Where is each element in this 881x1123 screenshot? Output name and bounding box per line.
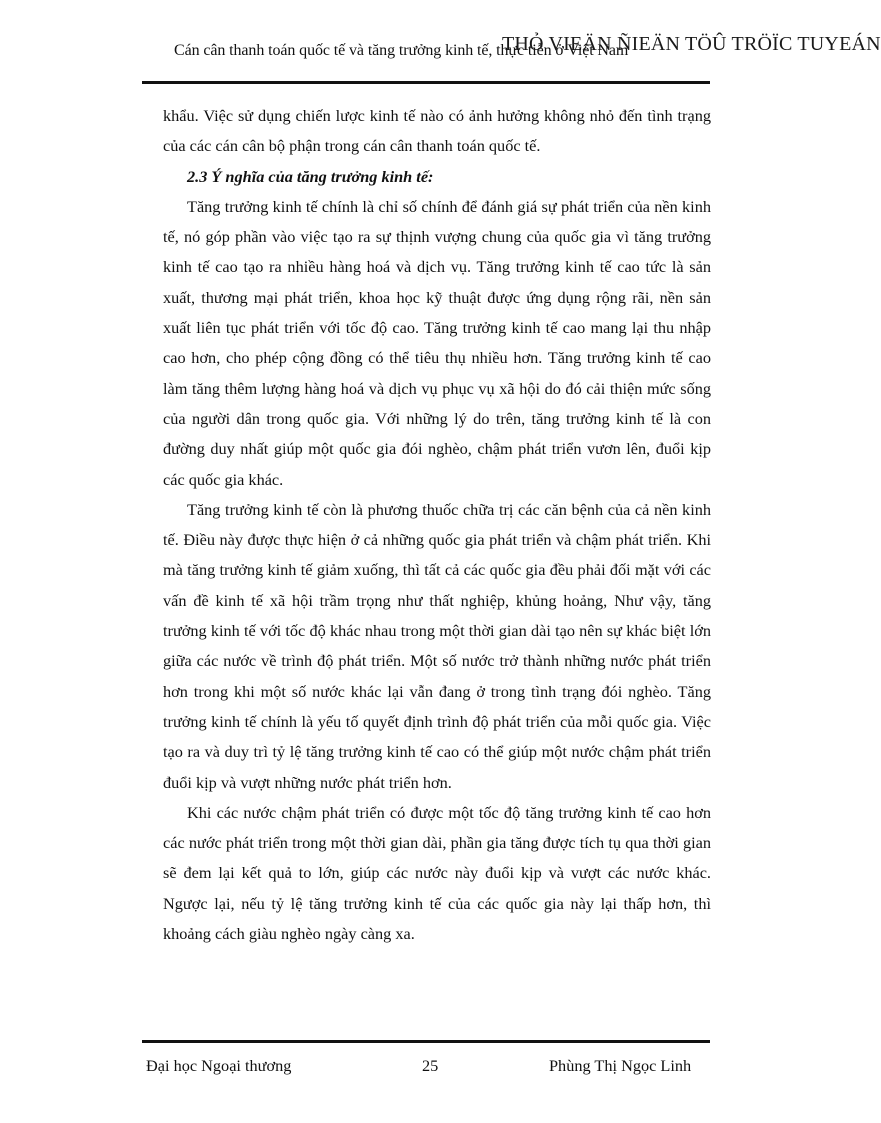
footer-university: Đại học Ngoại thương [146,1056,292,1075]
paragraph-3: Khi các nước chậm phát triển có được một tốc độ tăng trưởng kinh tế cao hơn các nước phát triển trong một thời gian dài, phần gia tăng được tích tụ qua thời gian sẽ đem lại kết quả to lớn, giúp các nước này đuổi kịp và vượt các nước khác. Ngược lại, nếu tỷ lệ tăng trưởng kinh tế của các quốc gia này lại thấp hơn, thì khoảng cách giàu nghèo ngày càng xa. [163,802,711,944]
watermark-text: THỎ VIEÄN ÑIEÄN TÖÛ TRÖÏC TUYEÁN [502,33,881,55]
paragraph-intro: khẩu. Việc sử dụng chiến lược kinh tế nào có ảnh hưởng không nhỏ đến tình trạng của các cán cân bộ phận trong cán cân thanh toán quốc tế. [163,106,711,156]
header-divider [142,81,710,84]
document-body [163,101,711,949]
footer-author: Phùng Thị Ngọc Linh [549,1056,692,1075]
paragraph-1: Tăng trưởng kinh tế chính là chỉ số chính để đánh giá sự phát triển của nền kinh tế, nó góp phần vào việc tạo ra sự thịnh vượng chung của quốc gia vì tăng trưởng kinh tế cao tạo ra nhiều hàng hoá và dịch vụ. Tăng trưởng kinh tế cao tức là sản xuất, thương mại phát triển, khoa học kỹ thuật được ứng dụng rộng rãi, nền sản xuất liên tục phát triển với tốc độ cao. Tăng trưởng kinh tế cao mang lại thu nhập cao hơn, cho phép cộng đồng có thể tiêu thụ nhiều hơn. Tăng trưởng kinh tế cao làm tăng thêm lượng hàng hoá và dịch vụ phục vụ xã hội do đó cải thiện mức sống của người dân trong quốc gia. Với những lý do trên, tăng trưởng kinh tế là con đường duy nhất giúp một quốc gia đói nghèo, chậm phát triển vươn lên, đuổi kịp các quốc gia khác. [163,196,711,489]
section-heading [163,162,711,192]
section-heading-text: 2.3 Ý nghĩa của tăng trưởng kinh tế: [187,166,434,186]
paragraph-2: Tăng trưởng kinh tế còn là phương thuốc chữa trị các căn bệnh của cả nền kinh tế. Điều này được thực hiện ở cả những quốc gia phát triển và chậm phát triển. Khi mà tăng trưởng kinh tế giảm xuống, thì tất cả các quốc gia đều phải đối mặt với các vấn đề kinh tế xã hội trầm trọng như thất nghiệp, khủng hoảng, Như vậy, tăng trưởng kinh tế với tốc độ khác nhau trong một thời gian dài tạo nên sự khác biệt lớn giữa các nước về trình độ phát triển. Một số nước trở thành những nước phát triển hơn trong khi một số nước khác lại vẫn đang ở trong tình trạng đói nghèo. Tăng trưởng kinh tế chính là yếu tố quyết định trình độ phát triển của mỗi quốc gia. Việc tạo ra và duy trì tỷ lệ tăng trưởng kinh tế cao có thể giúp một nước chậm phát triển đuổi kịp và vượt những nước phát triển hơn. [163,499,711,792]
page-header [142,0,881,84]
footer-divider [142,1040,710,1043]
header-title: Cán cân thanh toán quốc tế và tăng trưởng kinh tế, thực tiễn ở Việt Nam [174,42,629,59]
page-number: 25 [422,1056,439,1075]
